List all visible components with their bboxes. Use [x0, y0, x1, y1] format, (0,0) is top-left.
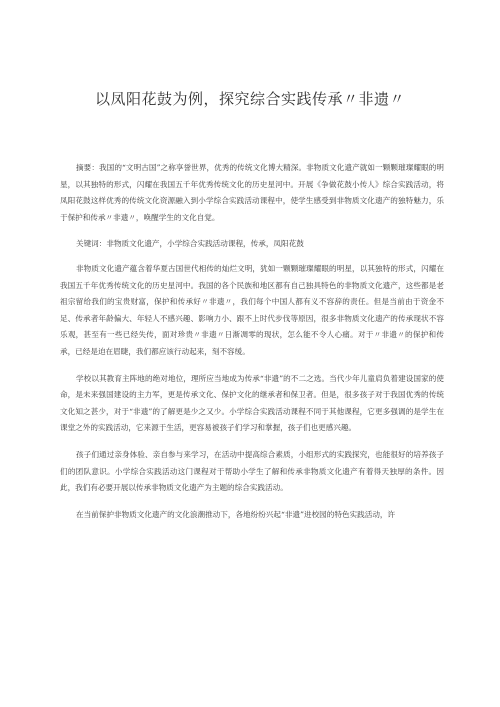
body-paragraph: 非物质文化遗产蕴含着华夏古国世代相传的灿烂文明，犹如一颗颗璀璨耀眼的明星，以其独特的形式，闪耀在我国五千年优秀传统文化的历史星河中。我国的各个民族和地区都有自己独具特色的非物质文化遗产，这些都是老祖宗留给我们的宝贵财富，保护和传承好〃非遗〃，我们每个中国人都有义不容辞的责任。但是当前由于资金不足、传承者年龄偏大、年轻人不感兴趣、影响力小、跟不上时代步伐等原因，很多非物质文化遗产的传承现状不容乐观，甚至有一些已经失传，面对珍贵〃非遗〃日渐凋零的现状，怎么能不令人心痛。对于〃非遗〃的保护和传承，已经是迫在眉睫，我们都应该行动起来，刻不容缓。 [60, 263, 444, 356]
document-title: 以凤阳花鼓为例，探究综合实践传承〃非遗〃 [94, 90, 405, 108]
body-paragraph: 学校以其教育主阵地的绝对地位，理所应当地成为传承“非遗”的不二之选。当代少年儿童肩负着建设国家的使命，是未来强国建设的主力军，更是传承文化、保护文化的继承者和保卫者。但是，很多孩子对于我国优秀的传统文化知之甚少，对于“非遗”的了解更是少之又少。小学综合实践活动课程不同于其他课程，它更多强调的是学生在课堂之外的实践活动，它来源于生活，更容易被孩子们学习和掌握，孩子们也更感兴趣。 [60, 373, 444, 433]
keywords-paragraph: 关键词：非物质文化遗产，小学综合实践活动课程，传承，凤阳花鼓 [76, 239, 304, 249]
document-body [60, 160, 444, 533]
body-paragraph: 孩子们通过亲身体验、亲自参与来学习，在活动中提高综合素质，小组形式的实践探究，也能很好的培养孩子们的团队意识。小学综合实践活动这门课程对于帮助小学生了解和传承非物质文化遗产有着得天独厚的条件。因此，我们有必要开展以传承非物质文化遗产为主题的综合实践活动。 [60, 449, 444, 493]
abstract-paragraph: 摘要：我国的“文明古国”之称享誉世界，优秀的传统文化博大精深。非物质文化遗产就如一颗颗璀璨耀眼的明星，以其独特的形式，闪耀在我国五千年优秀传统文化的历史星河中。开展《争做花鼓小传人》综合实践活动，将凤阳花鼓这样优秀的传统文化资源融入到小学综合实践活动课程中，使学生感受到非物质文化遗产的独特魅力，乐于保护和传承〃非遗〃，唤醒学生的文化自觉。 [60, 163, 444, 222]
body-paragraph: 在当前保护非物质文化遗产的文化浪潮推动下，各地纷纷兴起“非遗”进校园的特色实践活动，许 [76, 509, 396, 519]
